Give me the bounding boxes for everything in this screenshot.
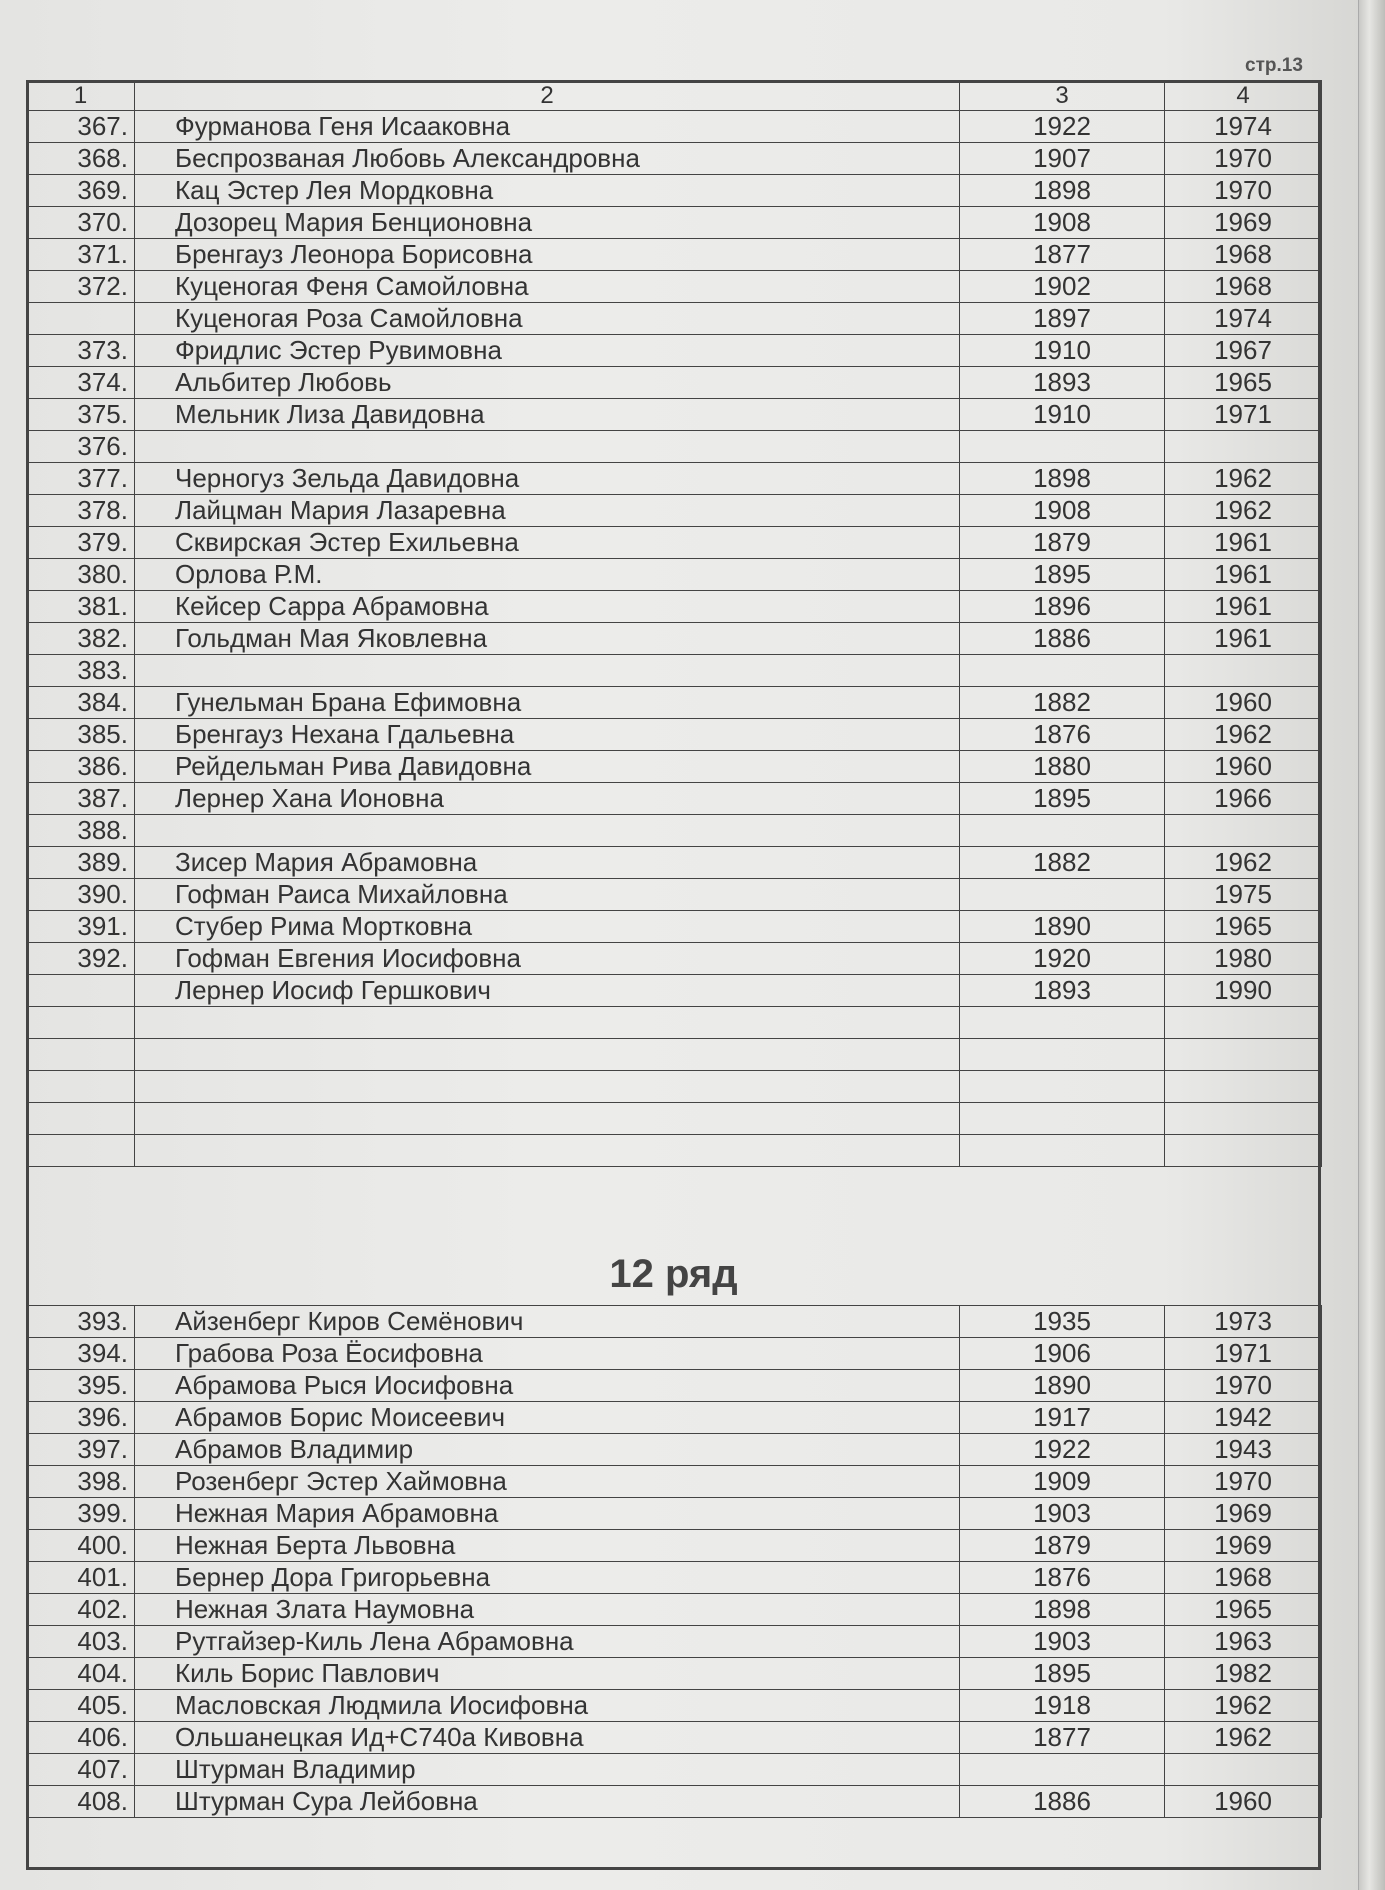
burial-register-table-1 (26, 80, 1322, 1167)
table-row (27, 783, 1322, 815)
birth-year: 1917 (960, 1402, 1165, 1434)
death-year (1165, 815, 1322, 847)
birth-year: 1879 (960, 1530, 1165, 1562)
person-name (135, 1071, 960, 1103)
person-name: Айзенберг Киров Семёнович (135, 1306, 960, 1338)
birth-year: 1876 (960, 1562, 1165, 1594)
death-year: 1970 (1165, 175, 1322, 207)
entry-number: 394. (27, 1338, 135, 1370)
person-name: Масловская Людмила Иосифовна (135, 1690, 960, 1722)
death-year: 1961 (1165, 623, 1322, 655)
entry-number: 369. (27, 175, 135, 207)
entry-number: 384. (27, 687, 135, 719)
table-row (27, 1626, 1322, 1658)
entry-number: 386. (27, 751, 135, 783)
birth-year: 1890 (960, 911, 1165, 943)
table-row (27, 911, 1322, 943)
person-name: Бернер Дора Григорьевна (135, 1562, 960, 1594)
death-year: 1968 (1165, 239, 1322, 271)
table-row (27, 975, 1322, 1007)
entry-number: 395. (27, 1370, 135, 1402)
person-name: Нежная Берта Львовна (135, 1530, 960, 1562)
death-year: 1969 (1165, 207, 1322, 239)
table-row (27, 1530, 1322, 1562)
birth-year: 1882 (960, 847, 1165, 879)
death-year: 1970 (1165, 1466, 1322, 1498)
person-name: Кейсер Сарра Абрамовна (135, 591, 960, 623)
entry-number: 398. (27, 1466, 135, 1498)
birth-year (960, 1103, 1165, 1135)
table-row (27, 751, 1322, 783)
death-year: 1966 (1165, 783, 1322, 815)
entry-number: 383. (27, 655, 135, 687)
person-name: Куценогая Феня Самойловна (135, 271, 960, 303)
header-col-4: 4 (1165, 81, 1322, 111)
birth-year: 1910 (960, 399, 1165, 431)
death-year: 1975 (1165, 879, 1322, 911)
birth-year: 1879 (960, 527, 1165, 559)
birth-year: 1898 (960, 175, 1165, 207)
table-row (27, 655, 1322, 687)
person-name: Дозорец Мария Бенционовна (135, 207, 960, 239)
table-row (27, 1754, 1322, 1786)
table-row (27, 1370, 1322, 1402)
birth-year: 1920 (960, 943, 1165, 975)
table-row (27, 111, 1322, 143)
table-header-row (27, 81, 1322, 111)
death-year: 1965 (1165, 367, 1322, 399)
birth-year: 1922 (960, 1434, 1165, 1466)
entry-number: 390. (27, 879, 135, 911)
birth-year: 1890 (960, 1370, 1165, 1402)
death-year: 1974 (1165, 111, 1322, 143)
person-name (135, 1007, 960, 1039)
person-name: Мельник Лиза Давидовна (135, 399, 960, 431)
birth-year: 1908 (960, 495, 1165, 527)
birth-year: 1909 (960, 1466, 1165, 1498)
table-row (27, 1306, 1322, 1338)
death-year (1165, 1103, 1322, 1135)
table-row (27, 1103, 1322, 1135)
birth-year (960, 1754, 1165, 1786)
table-row (27, 399, 1322, 431)
death-year: 1969 (1165, 1530, 1322, 1562)
entry-number: 401. (27, 1562, 135, 1594)
death-year: 1971 (1165, 1338, 1322, 1370)
person-name: Абрамова Рыся Иосифовна (135, 1370, 960, 1402)
entry-number: 382. (27, 623, 135, 655)
person-name (135, 1039, 960, 1071)
table-row (27, 1071, 1322, 1103)
birth-year: 1876 (960, 719, 1165, 751)
entry-number: 407. (27, 1754, 135, 1786)
death-year (1165, 1135, 1322, 1167)
birth-year: 1902 (960, 271, 1165, 303)
person-name: Стубер Рима Морткoвна (135, 911, 960, 943)
table-row (27, 1402, 1322, 1434)
death-year: 1961 (1165, 527, 1322, 559)
person-name: Лернер Хана Ионовна (135, 783, 960, 815)
death-year: 1965 (1165, 911, 1322, 943)
person-name: Штурман Владимир (135, 1754, 960, 1786)
burial-register-table-2 (26, 1305, 1322, 1818)
person-name (135, 655, 960, 687)
birth-year: 1877 (960, 239, 1165, 271)
entry-number: 399. (27, 1498, 135, 1530)
person-name (135, 1135, 960, 1167)
birth-year: 1893 (960, 367, 1165, 399)
death-year: 1961 (1165, 559, 1322, 591)
birth-year: 1895 (960, 559, 1165, 591)
table-row (27, 367, 1322, 399)
person-name: Гофман Раиса Михайловна (135, 879, 960, 911)
table-row (27, 1562, 1322, 1594)
entry-number: 391. (27, 911, 135, 943)
table-row (27, 1658, 1322, 1690)
person-name: Гофман Евгения Иосифовна (135, 943, 960, 975)
person-name: Фридлис Эстер Рувимовна (135, 335, 960, 367)
table-row (27, 591, 1322, 623)
entry-number: 392. (27, 943, 135, 975)
person-name: Гольдман Мая Яковлевна (135, 623, 960, 655)
death-year: 1962 (1165, 719, 1322, 751)
death-year: 1970 (1165, 143, 1322, 175)
person-name (135, 1103, 960, 1135)
person-name: Кац Эстер Лея Мордковна (135, 175, 960, 207)
entry-number: 368. (27, 143, 135, 175)
entry-number (27, 1135, 135, 1167)
table-row (27, 143, 1322, 175)
death-year: 1990 (1165, 975, 1322, 1007)
table-row (27, 1498, 1322, 1530)
entry-number: 372. (27, 271, 135, 303)
death-year: 1974 (1165, 303, 1322, 335)
table-row (27, 175, 1322, 207)
table-row (27, 1466, 1322, 1498)
birth-year (960, 655, 1165, 687)
birth-year (960, 815, 1165, 847)
birth-year (960, 431, 1165, 463)
entry-number: 371. (27, 239, 135, 271)
person-name: Абрамов Борис Моисеевич (135, 1402, 960, 1434)
death-year: 1973 (1165, 1306, 1322, 1338)
death-year: 1969 (1165, 1498, 1322, 1530)
table-row (27, 719, 1322, 751)
entry-number: 367. (27, 111, 135, 143)
entry-number: 381. (27, 591, 135, 623)
header-col-3: 3 (960, 81, 1165, 111)
birth-year: 1918 (960, 1690, 1165, 1722)
entry-number: 406. (27, 1722, 135, 1754)
table-row (27, 847, 1322, 879)
table-row (27, 623, 1322, 655)
person-name: Черногуз Зельда Давидовна (135, 463, 960, 495)
entry-number (27, 303, 135, 335)
table-row (27, 1594, 1322, 1626)
person-name (135, 815, 960, 847)
person-name: Бренгауз Леонора Борисовна (135, 239, 960, 271)
entry-number: 387. (27, 783, 135, 815)
death-year: 1942 (1165, 1402, 1322, 1434)
birth-year: 1895 (960, 1658, 1165, 1690)
birth-year (960, 1135, 1165, 1167)
entry-number: 388. (27, 815, 135, 847)
death-year: 1962 (1165, 495, 1322, 527)
person-name: Фурманова Геня Исааковна (135, 111, 960, 143)
person-name: Розенберг Эстер Хаймовна (135, 1466, 960, 1498)
person-name: Нежная Мария Абрамовна (135, 1498, 960, 1530)
table-row (27, 431, 1322, 463)
table-row (27, 1135, 1322, 1167)
entry-number (27, 1039, 135, 1071)
death-year: 1980 (1165, 943, 1322, 975)
entry-number: 402. (27, 1594, 135, 1626)
entry-number: 397. (27, 1434, 135, 1466)
birth-year: 1898 (960, 463, 1165, 495)
death-year: 1968 (1165, 271, 1322, 303)
entry-number (27, 1007, 135, 1039)
person-name: Куценогая Роза Самойловна (135, 303, 960, 335)
death-year: 1968 (1165, 1562, 1322, 1594)
person-name: Сквирская Эстер Ехильевна (135, 527, 960, 559)
header-col-2: 2 (135, 81, 960, 111)
page-edge (1358, 0, 1385, 1890)
death-year (1165, 655, 1322, 687)
death-year (1165, 1039, 1322, 1071)
table-row (27, 943, 1322, 975)
table-row (27, 271, 1322, 303)
entry-number: 404. (27, 1658, 135, 1690)
birth-year: 1886 (960, 623, 1165, 655)
death-year: 1962 (1165, 847, 1322, 879)
person-name: Беспрозваная Любовь Александровна (135, 143, 960, 175)
birth-year: 1935 (960, 1306, 1165, 1338)
birth-year (960, 1039, 1165, 1071)
section-title: 12 ряд (609, 1252, 738, 1296)
table-row (27, 1690, 1322, 1722)
table-row (27, 335, 1322, 367)
birth-year: 1910 (960, 335, 1165, 367)
entry-number: 374. (27, 367, 135, 399)
entry-number (27, 975, 135, 1007)
entry-number: 405. (27, 1690, 135, 1722)
death-year (1165, 1007, 1322, 1039)
entry-number: 380. (27, 559, 135, 591)
entry-number: 370. (27, 207, 135, 239)
person-name: Лайцман Мария Лазаревна (135, 495, 960, 527)
death-year (1165, 431, 1322, 463)
birth-year: 1880 (960, 751, 1165, 783)
table-row (27, 1786, 1322, 1818)
birth-year: 1896 (960, 591, 1165, 623)
person-name: Лернер Иосиф Гершкович (135, 975, 960, 1007)
table-row (27, 1434, 1322, 1466)
person-name: Бренгауз Нехана Гдальевна (135, 719, 960, 751)
death-year: 1943 (1165, 1434, 1322, 1466)
birth-year: 1882 (960, 687, 1165, 719)
birth-year: 1897 (960, 303, 1165, 335)
entry-number: 393. (27, 1306, 135, 1338)
death-year: 1960 (1165, 1786, 1322, 1818)
death-year: 1960 (1165, 687, 1322, 719)
death-year (1165, 1754, 1322, 1786)
table-row (27, 559, 1322, 591)
person-name: Рутгайзер-Киль Лена Абрамовна (135, 1626, 960, 1658)
birth-year (960, 1007, 1165, 1039)
entry-number: 408. (27, 1786, 135, 1818)
entry-number: 396. (27, 1402, 135, 1434)
table-row (27, 815, 1322, 847)
table-row (27, 303, 1322, 335)
death-year: 1965 (1165, 1594, 1322, 1626)
page-number: стр.13 (1245, 55, 1303, 76)
death-year: 1982 (1165, 1658, 1322, 1690)
entry-number: 379. (27, 527, 135, 559)
birth-year: 1886 (960, 1786, 1165, 1818)
birth-year: 1907 (960, 143, 1165, 175)
birth-year: 1898 (960, 1594, 1165, 1626)
death-year: 1962 (1165, 1722, 1322, 1754)
entry-number: 376. (27, 431, 135, 463)
table-row (27, 207, 1322, 239)
entry-number: 403. (27, 1626, 135, 1658)
birth-year: 1893 (960, 975, 1165, 1007)
death-year: 1967 (1165, 335, 1322, 367)
death-year: 1962 (1165, 1690, 1322, 1722)
person-name: Нежная Злата Наумовна (135, 1594, 960, 1626)
person-name: Орлова Р.М. (135, 559, 960, 591)
header-col-1: 1 (27, 81, 135, 111)
birth-year: 1903 (960, 1498, 1165, 1530)
person-name (135, 431, 960, 463)
entry-number: 377. (27, 463, 135, 495)
person-name: Абрамов Владимир (135, 1434, 960, 1466)
table-row (27, 1722, 1322, 1754)
table-row (27, 879, 1322, 911)
death-year: 1970 (1165, 1370, 1322, 1402)
entry-number: 389. (27, 847, 135, 879)
person-name: Гунельман Брана Ефимовна (135, 687, 960, 719)
table-row (27, 463, 1322, 495)
entry-number: 378. (27, 495, 135, 527)
birth-year: 1903 (960, 1626, 1165, 1658)
birth-year: 1895 (960, 783, 1165, 815)
table-row (27, 527, 1322, 559)
person-name: Альбитер Любовь (135, 367, 960, 399)
entry-number (27, 1103, 135, 1135)
entry-number: 400. (27, 1530, 135, 1562)
death-year: 1963 (1165, 1626, 1322, 1658)
entry-number: 385. (27, 719, 135, 751)
person-name: Ольшанецкая Ид+С740а Кивовна (135, 1722, 960, 1754)
birth-year: 1877 (960, 1722, 1165, 1754)
death-year: 1960 (1165, 751, 1322, 783)
entry-number (27, 1071, 135, 1103)
table-row (27, 687, 1322, 719)
entry-number: 375. (27, 399, 135, 431)
person-name: Рейдельман Рива Давидовна (135, 751, 960, 783)
birth-year (960, 1071, 1165, 1103)
table-row (27, 1039, 1322, 1071)
birth-year (960, 879, 1165, 911)
birth-year: 1922 (960, 111, 1165, 143)
table-row (27, 1338, 1322, 1370)
table-row (27, 1007, 1322, 1039)
death-year (1165, 1071, 1322, 1103)
death-year: 1971 (1165, 399, 1322, 431)
person-name: Грабова Роза Ёосифовна (135, 1338, 960, 1370)
birth-year: 1906 (960, 1338, 1165, 1370)
person-name: Зисер Мария Абрамовна (135, 847, 960, 879)
death-year: 1962 (1165, 463, 1322, 495)
person-name: Штурман Сура Лейбовна (135, 1786, 960, 1818)
table-row (27, 239, 1322, 271)
death-year: 1961 (1165, 591, 1322, 623)
birth-year: 1908 (960, 207, 1165, 239)
person-name: Киль Борис Павлович (135, 1658, 960, 1690)
entry-number: 373. (27, 335, 135, 367)
table-row (27, 495, 1322, 527)
